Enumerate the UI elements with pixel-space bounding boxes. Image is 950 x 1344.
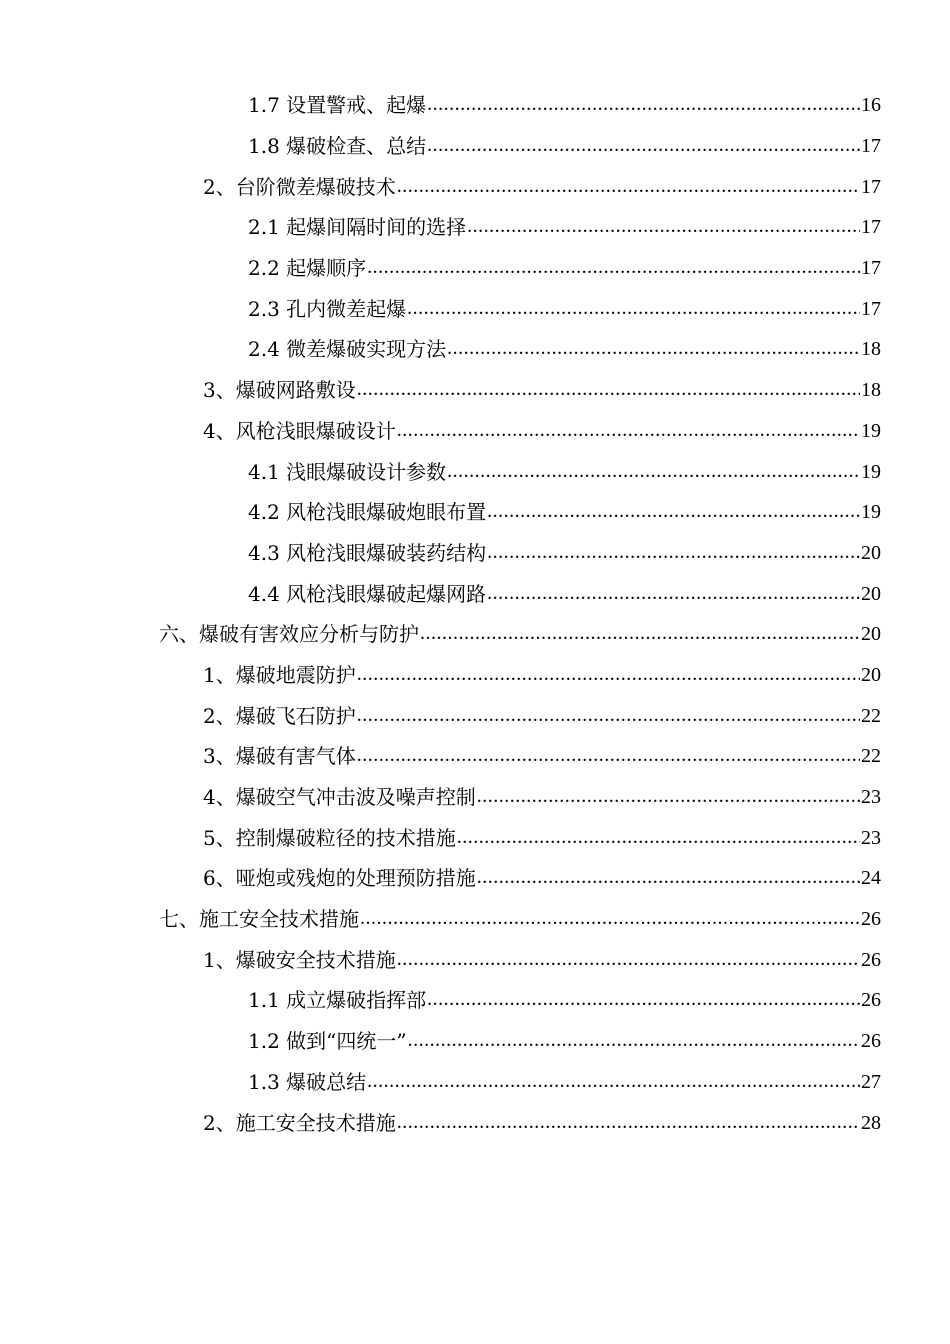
- toc-entry-title: 2.2 起爆顺序: [248, 256, 367, 281]
- toc-entry-title: 1.8 爆破检查、总结: [248, 134, 427, 159]
- toc-entry[interactable]: [0, 980, 950, 1021]
- toc-dot-leader: [427, 986, 860, 1012]
- toc-entry-title: 4、风枪浅眼爆破设计: [203, 418, 396, 443]
- toc-dot-leader: [447, 458, 860, 484]
- toc-entry-title: 1.2 做到“四统一”: [248, 1029, 407, 1054]
- toc-dot-leader: [447, 335, 860, 361]
- toc-page-number: 17: [861, 216, 881, 239]
- toc-dot-leader: [407, 295, 860, 321]
- toc-entry-title: 3、爆破有害气体: [203, 744, 356, 769]
- toc-page-number: 20: [861, 663, 881, 686]
- toc-page-number: 20: [861, 582, 881, 605]
- toc-dot-leader: [487, 580, 860, 606]
- toc-entry-title: 4.3 风枪浅眼爆破装药结构: [248, 540, 487, 565]
- toc-entry[interactable]: [0, 492, 950, 533]
- toc-entry-title: 1、爆破地震防护: [203, 662, 356, 687]
- toc-entry-title: 6、哑炮或残炮的处理预防措施: [203, 866, 476, 891]
- toc-dot-leader: [397, 946, 860, 972]
- toc-page-number: 28: [861, 1111, 881, 1134]
- toc-dot-leader: [357, 702, 860, 728]
- toc-page-number: 17: [861, 135, 881, 158]
- toc-page-number: 18: [861, 338, 881, 361]
- toc-entry-title: 2、台阶微差爆破技术: [203, 174, 396, 199]
- toc-page-number: 26: [861, 1030, 881, 1053]
- toc-entry-title: 2、爆破飞石防护: [203, 703, 356, 728]
- toc-entry[interactable]: [0, 1102, 950, 1143]
- toc-entry[interactable]: [0, 329, 950, 370]
- toc-entry-title: 1.7 设置警戒、起爆: [248, 93, 427, 118]
- toc-dot-leader: [397, 417, 860, 443]
- toc-entry[interactable]: [0, 817, 950, 858]
- toc-entry-title: 1.1 成立爆破指挥部: [248, 988, 427, 1013]
- toc-page-number: 20: [861, 541, 881, 564]
- toc-page-number: 18: [861, 379, 881, 402]
- toc-entry-title: 5、控制爆破粒径的技术措施: [203, 825, 456, 850]
- toc-entry-title: 1.3 爆破总结: [248, 1069, 367, 1094]
- toc-entry[interactable]: [0, 573, 950, 614]
- toc-entry-title: 七、施工安全技术措施: [159, 907, 359, 932]
- toc-page-number: 16: [861, 94, 881, 117]
- toc-entry[interactable]: [0, 207, 950, 248]
- toc-dot-leader: [487, 539, 860, 565]
- toc-entry-title: 2.4 微差爆破实现方法: [248, 337, 447, 362]
- toc-entry[interactable]: [0, 1021, 950, 1062]
- toc-page-number: 26: [861, 948, 881, 971]
- toc-entry[interactable]: [0, 655, 950, 696]
- toc-entry[interactable]: [0, 85, 950, 126]
- toc-entry[interactable]: [0, 126, 950, 167]
- toc-page-number: 17: [861, 297, 881, 320]
- toc-entry[interactable]: [0, 533, 950, 574]
- toc-dot-leader: [427, 132, 860, 158]
- toc-entry[interactable]: [0, 939, 950, 980]
- toc-dot-leader: [357, 742, 860, 768]
- toc-entry[interactable]: [0, 777, 950, 818]
- toc-page-number: 20: [861, 623, 881, 646]
- toc-entry[interactable]: [0, 736, 950, 777]
- toc-entry-title: 4、爆破空气冲击波及噪声控制: [203, 785, 476, 810]
- toc-page-number: 24: [861, 867, 881, 890]
- toc-page-number: 23: [861, 826, 881, 849]
- toc-dot-leader: [467, 213, 860, 239]
- toc-entry-title: 4.2 风枪浅眼爆破炮眼布置: [248, 500, 487, 525]
- toc-dot-leader: [457, 824, 860, 850]
- toc-entry[interactable]: [0, 248, 950, 289]
- toc-page-number: 17: [861, 175, 881, 198]
- toc-entry[interactable]: [0, 614, 950, 655]
- toc-page-number: 19: [861, 501, 881, 524]
- toc-dot-leader: [477, 864, 860, 890]
- toc-dot-leader: [397, 1109, 860, 1135]
- toc-page-number: 17: [861, 257, 881, 280]
- toc-entry[interactable]: [0, 370, 950, 411]
- toc-entry[interactable]: [0, 451, 950, 492]
- toc-entry-title: 4.4 风枪浅眼爆破起爆网路: [248, 581, 487, 606]
- toc-dot-leader: [360, 905, 860, 931]
- toc-page-number: 23: [861, 786, 881, 809]
- toc-page-number: 22: [861, 745, 881, 768]
- toc-dot-leader: [367, 254, 860, 280]
- toc-entry-title: 4.1 浅眼爆破设计参数: [248, 459, 447, 484]
- toc-entry[interactable]: [0, 1062, 950, 1103]
- toc-page-number: 22: [861, 704, 881, 727]
- toc-entry-title: 2.1 起爆间隔时间的选择: [248, 215, 467, 240]
- toc-dot-leader: [357, 376, 860, 402]
- toc-dot-leader: [420, 620, 860, 646]
- toc-entry-title: 2、施工安全技术措施: [203, 1110, 396, 1135]
- toc-entry[interactable]: [0, 858, 950, 899]
- toc-dot-leader: [427, 91, 860, 117]
- toc-page-number: 26: [861, 989, 881, 1012]
- toc-entry-title: 3、爆破网路敷设: [203, 378, 356, 403]
- toc-dot-leader: [367, 1068, 860, 1094]
- toc-page-number: 19: [861, 460, 881, 483]
- table-of-contents: [0, 85, 950, 1143]
- toc-entry[interactable]: [0, 166, 950, 207]
- toc-entry[interactable]: [0, 695, 950, 736]
- toc-dot-leader: [397, 173, 860, 199]
- toc-dot-leader: [487, 498, 860, 524]
- toc-entry[interactable]: [0, 899, 950, 940]
- toc-entry[interactable]: [0, 288, 950, 329]
- toc-page-number: 26: [861, 908, 881, 931]
- toc-dot-leader: [477, 783, 860, 809]
- toc-entry-title: 六、爆破有害效应分析与防护: [159, 622, 419, 647]
- toc-page-number: 19: [861, 419, 881, 442]
- toc-entry-title: 2.3 孔内微差起爆: [248, 296, 407, 321]
- toc-dot-leader: [408, 1027, 860, 1053]
- toc-dot-leader: [357, 661, 860, 687]
- toc-page-number: 27: [861, 1070, 881, 1093]
- toc-entry[interactable]: [0, 411, 950, 452]
- toc-entry-title: 1、爆破安全技术措施: [203, 947, 396, 972]
